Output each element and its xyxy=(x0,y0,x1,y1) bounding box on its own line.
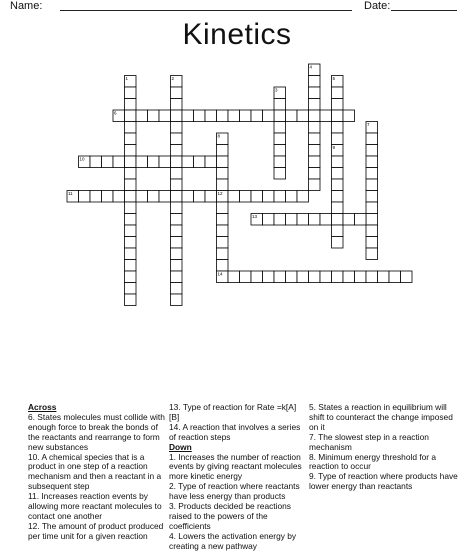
grid-cell[interactable] xyxy=(286,110,298,122)
grid-cell[interactable] xyxy=(297,191,309,203)
grid-cell[interactable] xyxy=(332,87,344,99)
grid-cell[interactable] xyxy=(366,133,378,145)
clue-across-12: 12. The amount of product produced per time unit for a given reaction xyxy=(28,520,164,541)
grid-cell[interactable] xyxy=(274,133,286,145)
grid-cell[interactable] xyxy=(159,110,171,122)
grid-cell[interactable] xyxy=(171,237,183,249)
grid-cell[interactable] xyxy=(240,271,252,283)
cell-number-11: 11 xyxy=(68,191,73,196)
clue-down-2: 2. Type of reaction where reactants have less energy than products xyxy=(169,481,300,502)
grid-cell[interactable] xyxy=(217,156,229,168)
clue-across-10: 10. A chemical species that is a product in one step of a reaction mechanism and then a reactant in a subsequent step xyxy=(28,451,162,492)
grid-cell[interactable] xyxy=(366,225,378,237)
grid-cell[interactable] xyxy=(136,156,148,168)
date-label: Date: xyxy=(364,0,391,12)
grid-cell[interactable] xyxy=(332,110,344,122)
grid-cell[interactable] xyxy=(355,214,367,226)
grid-cell[interactable] xyxy=(263,214,275,226)
grid-cell[interactable] xyxy=(148,156,160,168)
grid-cell[interactable] xyxy=(332,225,344,237)
grid-cell[interactable] xyxy=(366,191,378,203)
grid-cell[interactable] xyxy=(343,214,355,226)
grid-cell[interactable] xyxy=(171,156,183,168)
grid-cell[interactable] xyxy=(332,214,344,226)
grid-cell[interactable] xyxy=(332,133,344,145)
cell-number-7: 7 xyxy=(367,122,370,127)
grid-cell[interactable] xyxy=(102,156,114,168)
grid-cell[interactable] xyxy=(274,191,286,203)
grid-cell[interactable] xyxy=(366,214,378,226)
grid-cell[interactable] xyxy=(309,156,321,168)
grid-cell[interactable] xyxy=(274,156,286,168)
grid-cell[interactable] xyxy=(228,191,240,203)
grid-cell[interactable] xyxy=(125,202,137,214)
grid-cell[interactable] xyxy=(309,76,321,88)
page-title: Kinetics xyxy=(182,18,292,51)
grid-cell[interactable] xyxy=(217,225,229,237)
grid-cell[interactable] xyxy=(217,110,229,122)
grid-cell[interactable] xyxy=(171,271,183,283)
grid-cell[interactable] xyxy=(102,191,114,203)
grid-cell[interactable] xyxy=(171,294,183,306)
grid-cell[interactable] xyxy=(194,156,206,168)
grid-cell[interactable] xyxy=(228,110,240,122)
clue-across-13: 13. Type of reaction for Rate =k[A][B] xyxy=(169,402,297,422)
grid-cell[interactable] xyxy=(309,168,321,180)
grid-cell[interactable] xyxy=(125,294,137,306)
grid-cell[interactable] xyxy=(332,122,344,134)
grid-cell[interactable] xyxy=(182,156,194,168)
cell-number-9: 9 xyxy=(332,145,336,150)
grid-cell[interactable] xyxy=(366,202,378,214)
grid-cell[interactable] xyxy=(217,168,229,180)
grid-cell[interactable] xyxy=(366,271,378,283)
clue-down-5: 5. States a reaction in equilibrium will shift to counteract the change imposed on it xyxy=(309,402,453,432)
grid-cell[interactable] xyxy=(332,168,344,180)
grid-cell[interactable] xyxy=(309,87,321,99)
cell-number-8: 8 xyxy=(217,133,221,139)
cell-number-12: 12 xyxy=(217,191,223,196)
grid-cell[interactable] xyxy=(332,237,344,249)
clue-column-2 xyxy=(169,403,305,552)
grid-cell[interactable] xyxy=(171,214,183,226)
grid-cell[interactable] xyxy=(113,156,125,168)
grid-cell[interactable] xyxy=(125,214,137,226)
clue-across-11: 11. Increases reaction events by allowing more reactant molecules to contact one another xyxy=(28,491,162,521)
grid-cell[interactable] xyxy=(274,99,286,111)
grid-cell[interactable] xyxy=(205,110,217,122)
grid-cell[interactable] xyxy=(366,248,378,260)
grid-cell[interactable] xyxy=(125,237,137,249)
grid-cell[interactable] xyxy=(217,237,229,249)
grid-cell[interactable] xyxy=(136,191,148,203)
grid-cell[interactable] xyxy=(217,260,229,272)
grid-cell[interactable] xyxy=(125,122,137,134)
grid-cell[interactable] xyxy=(125,271,137,283)
grid-cell[interactable] xyxy=(343,271,355,283)
grid-cell[interactable] xyxy=(194,191,206,203)
grid-cell[interactable] xyxy=(332,156,344,168)
down-heading: Down xyxy=(169,441,192,452)
grid-cell[interactable] xyxy=(366,237,378,249)
cell-number-5: 5 xyxy=(332,76,336,81)
grid-cell[interactable] xyxy=(263,191,275,203)
grid-cell[interactable] xyxy=(159,191,171,203)
grid-cell[interactable] xyxy=(274,145,286,157)
grid-cell[interactable] xyxy=(366,168,378,180)
grid-cell[interactable] xyxy=(171,168,183,180)
grid-cell[interactable] xyxy=(366,179,378,191)
grid-cell[interactable] xyxy=(297,110,309,122)
cell-number-13: 13 xyxy=(252,214,258,219)
grid-cell[interactable] xyxy=(171,99,183,111)
grid-cell[interactable] xyxy=(171,283,183,295)
grid-cell[interactable] xyxy=(171,122,183,134)
grid-cell[interactable] xyxy=(125,156,137,168)
grid-cell[interactable] xyxy=(251,271,263,283)
grid-cell[interactable] xyxy=(125,110,137,122)
grid-cell[interactable] xyxy=(79,191,91,203)
clue-down-8: 8. Minimum energy threshold for a reaction to occur xyxy=(309,451,437,472)
grid-cell[interactable] xyxy=(125,99,137,111)
grid-cell[interactable] xyxy=(263,271,275,283)
grid-cell[interactable] xyxy=(182,110,194,122)
grid-cell[interactable] xyxy=(332,191,344,203)
grid-cell[interactable] xyxy=(309,179,321,191)
grid-cell[interactable] xyxy=(205,191,217,203)
cell-number-3: 3 xyxy=(275,87,278,93)
grid-cell[interactable] xyxy=(309,122,321,134)
grid-cell[interactable] xyxy=(274,168,286,180)
grid-cell[interactable] xyxy=(332,202,344,214)
grid-cell[interactable] xyxy=(136,110,148,122)
grid-cell[interactable] xyxy=(217,179,229,191)
grid-cell[interactable] xyxy=(355,271,367,283)
grid-cell[interactable] xyxy=(251,191,263,203)
grid-cell[interactable] xyxy=(217,248,229,260)
grid-cell[interactable] xyxy=(343,110,355,122)
cell-number-2: 2 xyxy=(171,76,175,81)
grid-cell[interactable] xyxy=(309,271,321,283)
grid-cell[interactable] xyxy=(90,191,102,203)
clue-column-1 xyxy=(28,403,166,542)
grid-cell[interactable] xyxy=(332,179,344,191)
grid-cell[interactable] xyxy=(389,271,401,283)
grid-cell[interactable] xyxy=(148,110,160,122)
grid-cell[interactable] xyxy=(171,133,183,145)
grid-cell[interactable] xyxy=(171,202,183,214)
cell-number-6: 6 xyxy=(114,110,117,116)
grid-cell[interactable] xyxy=(171,260,183,272)
grid-cell[interactable] xyxy=(309,133,321,145)
clue-down-3: 3. Products decided be reactions raised to the powers of the coefficients xyxy=(169,501,291,531)
grid-cell[interactable] xyxy=(148,191,160,203)
grid-cell[interactable] xyxy=(240,191,252,203)
clue-across-14: 14. A reaction that involves a series of reaction steps xyxy=(169,421,301,442)
clue-column-3 xyxy=(309,403,459,492)
grid-cell[interactable] xyxy=(332,99,344,111)
grid-cell[interactable] xyxy=(171,179,183,191)
grid-cell[interactable] xyxy=(217,202,229,214)
grid-cell[interactable] xyxy=(320,214,332,226)
grid-cell[interactable] xyxy=(274,214,286,226)
grid-cell[interactable] xyxy=(263,110,275,122)
grid-cell[interactable] xyxy=(309,145,321,157)
grid-cell[interactable] xyxy=(125,283,137,295)
grid-cell[interactable] xyxy=(320,110,332,122)
clue-down-1: 1. Increases the number of reaction events by giving reactant molecules more kinetic energy xyxy=(169,451,302,482)
grid-cell[interactable] xyxy=(171,145,183,157)
grid-cell[interactable] xyxy=(171,87,183,99)
grid-cell[interactable] xyxy=(125,179,137,191)
grid-cell[interactable] xyxy=(286,271,298,283)
grid-cell[interactable] xyxy=(217,145,229,157)
grid-cell[interactable] xyxy=(171,248,183,260)
grid-cell[interactable] xyxy=(274,271,286,283)
grid-cell[interactable] xyxy=(171,191,183,203)
grid-cell[interactable] xyxy=(125,191,137,203)
grid-cell[interactable] xyxy=(171,225,183,237)
grid-cell[interactable] xyxy=(125,168,137,180)
clue-down-4: 4. Lowers the activation energy by creating a new pathway xyxy=(169,530,297,551)
grid-cell[interactable] xyxy=(274,122,286,134)
grid-cell[interactable] xyxy=(309,214,321,226)
grid-cell[interactable] xyxy=(125,133,137,145)
cell-number-1: 1 xyxy=(125,76,129,81)
grid-cell[interactable] xyxy=(378,271,390,283)
grid-cell[interactable] xyxy=(366,145,378,157)
grid-cell[interactable] xyxy=(401,271,413,283)
name-label: Name: xyxy=(10,0,43,12)
grid-cell[interactable] xyxy=(251,110,263,122)
grid-cell[interactable] xyxy=(182,191,194,203)
grid-cell[interactable] xyxy=(125,260,137,272)
grid-cell[interactable] xyxy=(297,214,309,226)
grid-cell[interactable] xyxy=(286,214,298,226)
cell-number-4: 4 xyxy=(309,64,313,70)
grid-cell[interactable] xyxy=(125,87,137,99)
grid-cell[interactable] xyxy=(205,156,217,168)
grid-cell[interactable] xyxy=(125,145,137,157)
grid-cell[interactable] xyxy=(366,156,378,168)
grid-cell[interactable] xyxy=(217,214,229,226)
grid-cell[interactable] xyxy=(194,110,206,122)
clue-list xyxy=(0,403,474,555)
grid-cell[interactable] xyxy=(297,271,309,283)
grid-cell[interactable] xyxy=(159,156,171,168)
grid-cell[interactable] xyxy=(228,271,240,283)
clue-across-6: 6. States molecules must collide with enough force to break the bonds of the reactants and rearrange to form new substances xyxy=(28,411,165,452)
grid-cell[interactable] xyxy=(240,110,252,122)
grid-cell[interactable] xyxy=(125,225,137,237)
cell-number-10: 10 xyxy=(79,156,85,162)
grid-cell[interactable] xyxy=(90,156,102,168)
cell-number-14: 14 xyxy=(217,271,223,277)
grid-cell[interactable] xyxy=(332,271,344,283)
clue-down-9: 9. Type of reaction where products have lower energy than reactants xyxy=(309,471,458,492)
grid-cell[interactable] xyxy=(125,248,137,260)
grid-cell[interactable] xyxy=(309,99,321,111)
grid-cell[interactable] xyxy=(274,110,286,122)
clue-down-7: 7. The slowest step in a reaction mechanism xyxy=(309,431,429,452)
grid-cell[interactable] xyxy=(113,191,125,203)
grid-cell[interactable] xyxy=(286,191,298,203)
grid-cell[interactable] xyxy=(171,110,183,122)
across-heading: Across xyxy=(28,402,57,412)
grid-cell[interactable] xyxy=(320,271,332,283)
grid-cell[interactable] xyxy=(309,110,321,122)
